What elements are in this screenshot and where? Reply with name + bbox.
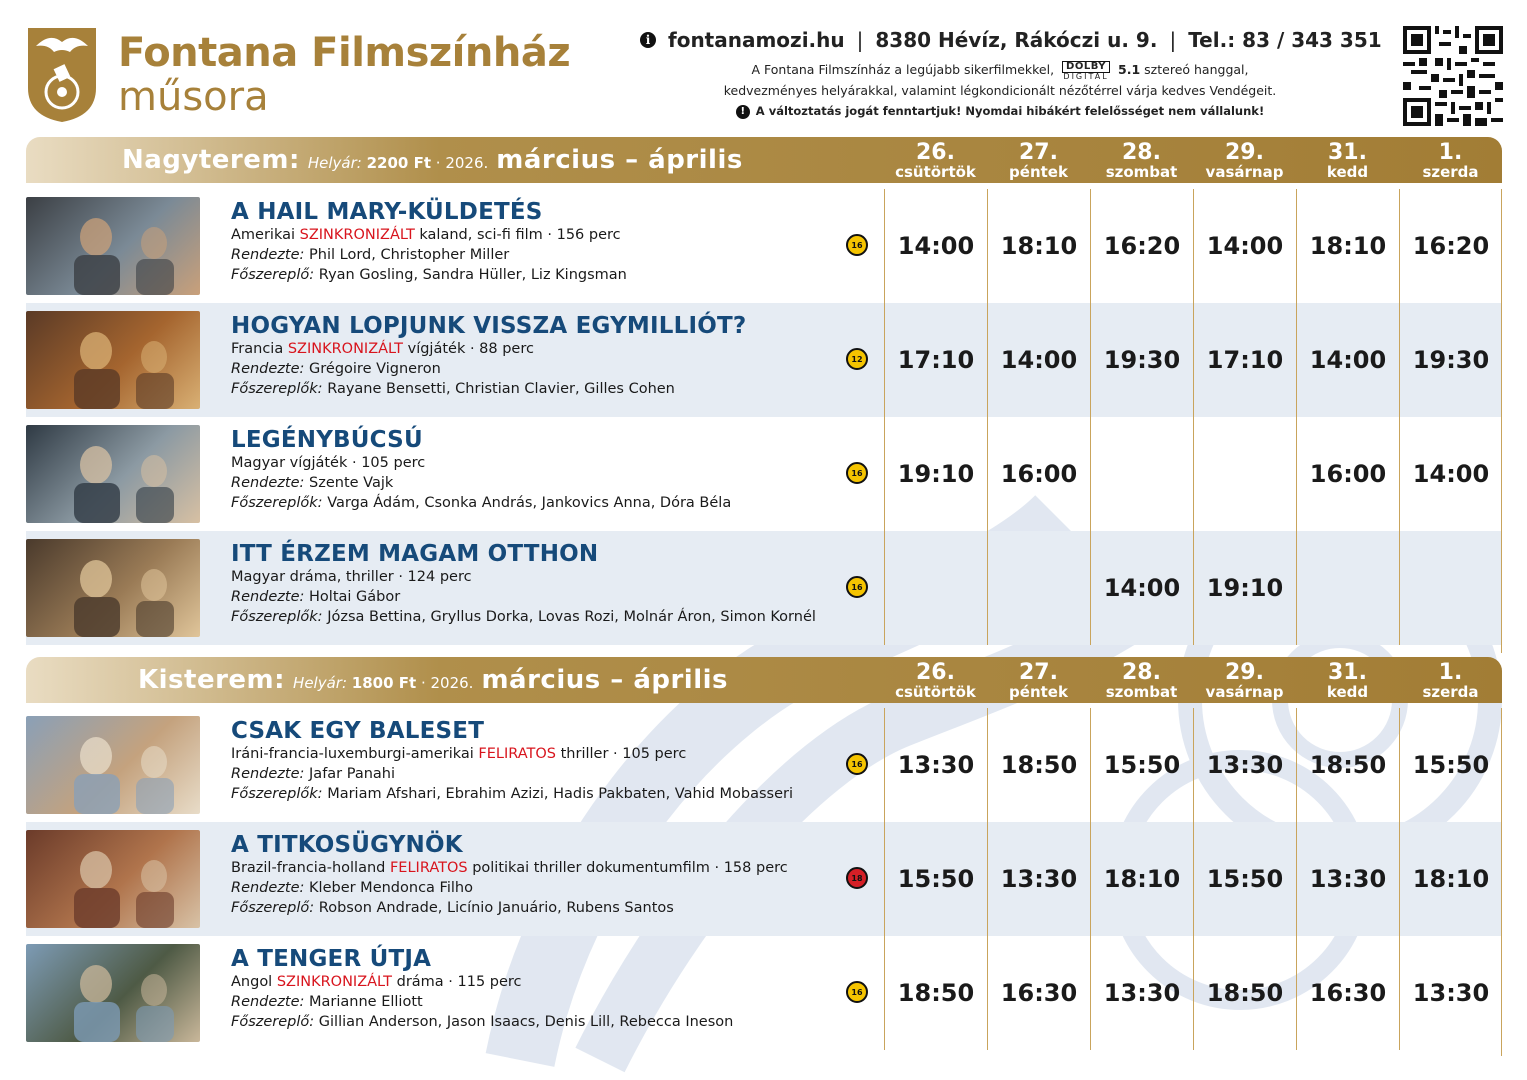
director-label: Rendezte: [231,589,305,605]
cast-label: Főszereplő: [231,900,315,916]
tagline [640,60,1360,101]
movie-thumbnail [26,539,200,637]
showtime: 18:10 [1399,822,1502,936]
showtime: 15:50 [884,822,987,936]
movie-cast [231,784,851,804]
movie-genre: dráma [396,974,444,990]
cast-names: Józsa Bettina, Gryllus Dorka, Lovas Rozi, Molnár Áron, Simon Kornél [327,609,816,625]
cast-label: Főszereplő: [231,267,315,283]
showtimes [884,303,1502,417]
cast-label: Főszereplők: [231,381,323,397]
thumbnail-figure [26,539,200,637]
movie-origin: Brazil-francia-holland [231,860,386,876]
movie-length: · 105 perc [613,746,687,762]
movie-genre: politikai thriller dokumentumfilm [472,860,710,876]
brand-subtitle: műsora [118,74,269,120]
movie-director [231,587,851,607]
showtime: 15:50 [1193,822,1296,936]
movie-info [231,427,851,513]
age-rating-badge: 16 [846,753,868,775]
showtime: 18:10 [1090,822,1193,936]
griffin-logo-icon [26,26,98,122]
showtimes [884,189,1502,303]
thumbnail-figure [26,944,200,1042]
director-name: Phil Lord, Christopher Miller [309,247,510,263]
thumbnail-figure [26,311,200,409]
age-rating-badge: 18 [846,867,868,889]
movie-row [26,708,1502,822]
brand-title: Fontana Filmszínház [118,30,571,76]
section-title [138,665,728,695]
day-header: 1. szerda [1422,140,1479,181]
tagline-51: 5.1 [1118,62,1141,77]
showtimes [884,936,1502,1050]
day-header: 27. péntek [1009,660,1068,701]
separator: | [856,28,864,52]
showtime: 17:10 [1193,303,1296,417]
day-headers [884,657,1502,700]
day-header: 31. kedd [1326,660,1369,701]
movie-thumbnail [26,197,200,295]
movie-genre: vígjáték [407,341,466,357]
movie-meta [231,225,851,245]
movie-language: SZINKRONIZÁLT [276,974,392,990]
movie-thumbnail [26,944,200,1042]
age-rating-badge: 12 [846,348,868,370]
showtime: 14:00 [1399,417,1502,531]
showtime [884,531,987,645]
cast-label: Főszereplők: [231,609,323,625]
movie-cast [231,898,851,918]
movie-director [231,764,851,784]
separator: | [1169,28,1177,52]
movie-info [231,832,851,918]
period: március – április [496,145,743,175]
age-rating-badge: 16 [846,462,868,484]
movie-director [231,992,851,1012]
tagline-part1: A Fontana Filmszínház a legújabb sikerfilmekkel, [751,62,1055,77]
movie-thumbnail [26,311,200,409]
showtime: 16:00 [1296,417,1399,531]
movie-origin: Angol [231,974,273,990]
movie-origin: Francia [231,341,284,357]
showtime: 18:50 [1193,936,1296,1050]
cast-label: Főszereplő: [231,1014,315,1030]
movie-meta [231,567,851,587]
movie-origin: Iráni-francia-luxemburgi-amerikai [231,746,474,762]
movie-title[interactable]: A TENGER ÚTJA [231,946,432,972]
movie-thumbnail [26,830,200,928]
contact-line [640,28,1382,52]
phone: Tel.: 83 / 343 351 [1188,28,1382,52]
movie-length: · 158 perc [714,860,788,876]
movie-origin: Magyar dráma, thriller [231,569,394,585]
age-rating-badge: 16 [846,234,868,256]
showtime: 19:30 [1399,303,1502,417]
price: 2200 Ft [366,154,432,172]
cast-names: Mariam Afshari, Ebrahim Azizi, Hadis Pakbaten, Vahid Mobasseri [327,786,793,802]
showtime: 14:00 [884,189,987,303]
showtimes [884,822,1502,936]
disclaimer [640,104,1360,119]
movie-title[interactable]: A HAIL MARY-KÜLDETÉS [231,199,543,225]
showtime [1399,531,1502,645]
director-label: Rendezte: [231,361,305,377]
showtime: 13:30 [1399,936,1502,1050]
movie-genre: kaland, sci-fi film [419,227,543,243]
showtimes [884,708,1502,822]
movie-row [26,417,1502,531]
price-info [308,154,488,172]
director-label: Rendezte: [231,247,305,263]
movie-length: · 156 perc [547,227,621,243]
day-headers [884,137,1502,180]
movie-director [231,878,851,898]
movie-title[interactable]: HOGYAN LOPJUNK VISSZA EGYMILLIÓT? [231,313,747,339]
movie-meta [231,744,851,764]
director-label: Rendezte: [231,766,305,782]
movie-row [26,303,1502,417]
movie-title[interactable]: ITT ÉRZEM MAGAM OTTHON [231,541,599,567]
table-frame [1501,708,1502,1056]
section-header-bar [26,657,1502,703]
thumbnail-figure [26,425,200,523]
dolby-label: DOLBY [1062,61,1110,73]
year: · 2026. [420,674,474,692]
director-label: Rendezte: [231,475,305,491]
cast-label: Főszereplők: [231,495,323,511]
showtime: 18:10 [987,189,1090,303]
thumbnail-figure [26,830,200,928]
page-header [0,0,1527,132]
movie-cast [231,607,851,627]
section-title [122,145,743,175]
showtime: 16:30 [987,936,1090,1050]
showtime: 14:00 [1193,189,1296,303]
showtime: 14:00 [987,303,1090,417]
showtime: 18:50 [987,708,1090,822]
movie-meta [231,339,851,359]
table-frame [1501,189,1502,653]
movie-length: · 105 perc [351,455,426,471]
movie-length: · 115 perc [448,974,522,990]
thumbnail-figure [26,197,200,295]
movie-rows [26,708,1502,1056]
price-label: Helyár: [307,154,362,172]
movie-info [231,313,851,399]
movie-cast [231,379,851,399]
movie-row [26,822,1502,936]
day-header: 29. vasárnap [1205,140,1284,181]
director-name: Holtai Gábor [309,589,401,605]
showtime [1296,531,1399,645]
showtime: 13:30 [1090,936,1193,1050]
director-name: Jafar Panahi [309,766,396,782]
day-header: 27. péntek [1009,140,1068,181]
director-name: Szente Vajk [309,475,394,491]
showtime: 16:20 [1090,189,1193,303]
section-nagyterem [26,137,1502,653]
showtime [1090,417,1193,531]
showtime [1193,417,1296,531]
showtime: 13:30 [987,822,1090,936]
showtime: 16:00 [987,417,1090,531]
showtime: 13:30 [1296,822,1399,936]
showtime: 15:50 [1090,708,1193,822]
showtime: 13:30 [884,708,987,822]
movie-director [231,245,851,265]
showtime: 18:50 [884,936,987,1050]
showtimes [884,531,1502,645]
movie-rows [26,189,1502,653]
day-header: 29. vasárnap [1205,660,1284,701]
movie-meta [231,453,851,473]
price-info [293,674,473,692]
thumbnail-figure [26,716,200,814]
showtime: 16:30 [1296,936,1399,1050]
age-rating-badge: 16 [846,576,868,598]
tagline-line2: kedvezményes helyárakkal, valamint légkondicionált nézőtérrel várja kedves Vendégeit. [723,82,1277,98]
movie-info [231,946,851,1032]
showtime: 18:50 [1296,708,1399,822]
dolby-logo-icon [1062,61,1110,81]
showtime: 16:20 [1399,189,1502,303]
movie-row [26,531,1502,645]
cast-names: Gillian Anderson, Jason Isaacs, Denis Lill, Rebecca Ineson [318,1014,734,1030]
price-label: Helyár: [293,674,348,692]
movie-origin: Magyar vígjáték [231,455,348,471]
day-header: 31. kedd [1326,140,1369,181]
info-icon: i [640,32,656,48]
movie-length: · 124 perc [398,569,472,585]
movie-row [26,936,1502,1050]
showtime: 17:10 [884,303,987,417]
movie-title[interactable]: LEGÉNYBÚCSÚ [231,427,423,453]
section-kisterem [26,657,1502,1056]
movie-title[interactable]: A TITKOSÜGYNÖK [231,832,463,858]
address: 8380 Hévíz, Rákóczi u. 9. [875,28,1158,52]
director-label: Rendezte: [231,880,305,896]
day-header: 26. csütörtök [895,660,976,701]
day-header: 28. szombat [1105,140,1178,181]
disclaimer-text: A változtatás jogát fenntartjuk! Nyomdai hibákért felelősséget nem vállalunk! [755,104,1265,118]
movie-row [26,189,1502,303]
day-header: 28. szombat [1105,660,1178,701]
director-name: Marianne Elliott [309,994,423,1010]
warning-icon: ! [736,105,750,119]
qr-code-icon[interactable] [1403,26,1503,126]
movie-origin: Amerikai [231,227,296,243]
dolby-digital: DIGITAL [1063,71,1109,81]
movie-genre: thriller [560,746,609,762]
room-name: Kisterem: [138,665,286,695]
director-name: Grégoire Vigneron [309,361,441,377]
day-header: 1. szerda [1422,660,1479,701]
cast-names: Varga Ádám, Csonka András, Jankovics Anna, Dóra Béla [327,495,732,511]
movie-director [231,359,851,379]
cast-label: Főszereplők: [231,786,323,802]
showtime [987,531,1090,645]
movie-language: SZINKRONIZÁLT [287,341,403,357]
movie-title[interactable]: CSAK EGY BALESET [231,718,485,744]
tagline-part2: sztereó hanggal, [1144,62,1249,77]
movie-cast [231,1012,851,1032]
movie-cast [231,493,851,513]
period: március – április [481,665,729,695]
showtime: 14:00 [1296,303,1399,417]
movie-language: SZINKRONIZÁLT [299,227,415,243]
cast-names: Rayane Bensetti, Christian Clavier, Gilles Cohen [327,381,675,397]
director-label: Rendezte: [231,994,305,1010]
movie-meta [231,858,851,878]
movie-director [231,473,851,493]
movie-thumbnail [26,716,200,814]
director-name: Kleber Mendonca Filho [309,880,473,896]
price: 1800 Ft [351,674,417,692]
showtime: 19:10 [884,417,987,531]
movie-language: FELIRATOS [389,860,468,876]
year: · 2026. [435,154,489,172]
cast-names: Ryan Gosling, Sandra Hüller, Liz Kingsman [318,267,627,283]
showtime: 15:50 [1399,708,1502,822]
movie-info [231,718,851,804]
movie-cast [231,265,851,285]
movie-language: FELIRATOS [478,746,557,762]
movie-length: · 88 perc [469,341,534,357]
cast-names: Robson Andrade, Licínio Januário, Rubens Santos [318,900,674,916]
day-header: 26. csütörtök [895,140,976,181]
showtime: 13:30 [1193,708,1296,822]
age-rating-badge: 16 [846,981,868,1003]
showtime: 19:10 [1193,531,1296,645]
showtimes [884,417,1502,531]
showtime: 14:00 [1090,531,1193,645]
showtime: 18:10 [1296,189,1399,303]
movie-info [231,541,851,627]
room-name: Nagyterem: [122,145,300,175]
showtime: 19:30 [1090,303,1193,417]
section-header-bar [26,137,1502,183]
movie-thumbnail [26,425,200,523]
website-link[interactable]: fontanamozi.hu [668,28,845,52]
movie-meta [231,972,851,992]
movie-info [231,199,851,285]
